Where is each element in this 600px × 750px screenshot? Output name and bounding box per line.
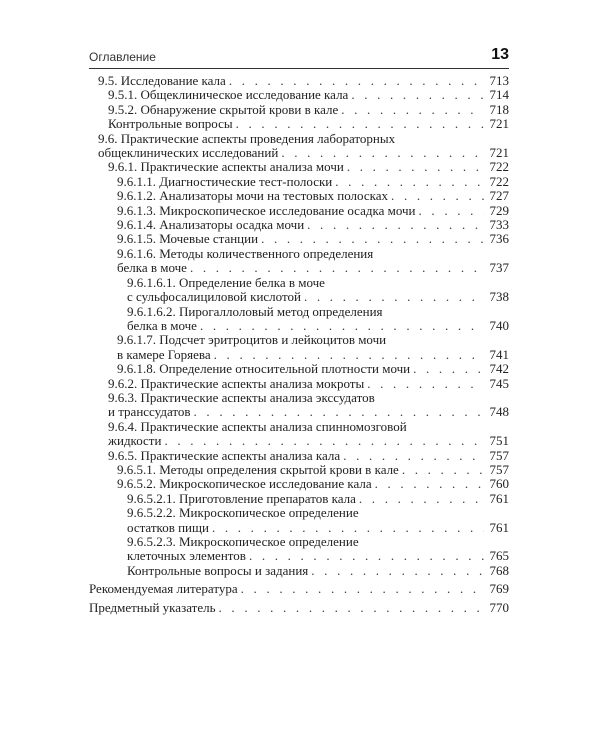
toc-page-number: 769: [489, 581, 509, 597]
toc-entry-text: 9.6.5.2.1. Приготовление препаратов кала: [127, 490, 356, 506]
dot-leader: [164, 434, 484, 448]
dot-leader: [367, 377, 484, 391]
toc-entry[interactable]: [89, 117, 509, 131]
toc-page-number: 736: [489, 231, 509, 247]
toc-entry[interactable]: [89, 247, 509, 276]
toc-page-number: 718: [489, 101, 509, 117]
dot-leader: [402, 463, 484, 477]
toc-entry[interactable]: [89, 582, 509, 596]
toc-entry-text: Рекомендуемая литература: [89, 581, 238, 597]
toc-page-number: 738: [489, 289, 509, 305]
toc-entry[interactable]: [89, 564, 509, 578]
toc-entry-text: жидкости: [108, 433, 162, 449]
toc-entry-text: Контрольные вопросы и задания: [127, 562, 309, 578]
toc-page-number: 722: [489, 173, 509, 189]
toc-entry-text: 9.6.1.4. Анализаторы осадка мочи: [117, 217, 305, 233]
toc-entry-text: белка в моче: [117, 260, 187, 276]
toc-entry-text: 9.6.5.2.2. Микроскопическое определение: [127, 505, 359, 521]
toc-entry-text: остатков пищи: [127, 519, 209, 535]
toc-entry[interactable]: [89, 204, 509, 218]
toc-entry[interactable]: [89, 333, 509, 362]
running-header: [89, 46, 509, 69]
toc-page-number: 740: [489, 317, 509, 333]
toc-entry-text: Контрольные вопросы: [108, 116, 233, 132]
toc-page-number: 770: [489, 599, 509, 615]
dot-leader: [241, 582, 484, 596]
toc-entry-text: 9.6. Практические аспекты проведения лабораторных: [98, 130, 396, 146]
toc-entry[interactable]: [89, 362, 509, 376]
toc-page-number: 741: [489, 346, 509, 362]
dot-leader: [351, 88, 484, 102]
toc-page-number: 713: [489, 73, 509, 88]
dot-leader: [304, 290, 484, 304]
dot-leader: [219, 601, 484, 615]
dot-leader: [229, 74, 484, 88]
toc-entry-text: 9.6.5.1. Методы определения скрытой крови в кале: [117, 461, 399, 477]
toc-page-number: 761: [489, 490, 509, 506]
toc-entry[interactable]: [89, 160, 509, 174]
toc-entry[interactable]: [89, 218, 509, 232]
toc-entry[interactable]: [89, 232, 509, 246]
toc-page-number: 721: [489, 116, 509, 132]
toc-entry[interactable]: [89, 492, 509, 506]
toc-entry-text: 9.6.1.6. Методы количественного определения: [117, 245, 374, 261]
dot-leader: [307, 218, 484, 232]
dot-leader: [341, 103, 484, 117]
toc-entry-text: 9.6.5.2. Микроскопическое исследование кала: [117, 476, 372, 492]
toc-entry[interactable]: [89, 305, 509, 334]
dot-leader: [335, 175, 484, 189]
toc-entry[interactable]: [89, 132, 509, 161]
toc-entry-text: 9.6.1.3. Микроскопическое исследование осадка мочи: [117, 202, 416, 218]
toc-entry-text: белка в моче: [127, 317, 197, 333]
dot-leader: [249, 549, 484, 563]
dot-leader: [347, 160, 484, 174]
toc-entry-text: клеточных элементов: [127, 548, 246, 564]
toc-entry-text: 9.6.1.7. Подсчет эритроцитов и лейкоцитов мочи: [117, 332, 387, 348]
toc-entry[interactable]: [89, 74, 509, 88]
toc-page-number: 768: [489, 562, 509, 578]
toc-entry[interactable]: [89, 449, 509, 463]
toc-entry-text: в камере Горяева: [117, 346, 211, 362]
toc-page-number: 737: [489, 260, 509, 276]
dot-leader: [419, 204, 484, 218]
toc-entry-text: 9.6.1. Практические аспекты анализа мочи: [108, 159, 344, 175]
toc-entry-text: 9.6.1.2. Анализаторы мочи на тестовых полосках: [117, 188, 389, 204]
toc-entry-text: 9.6.5.2.3. Микроскопическое определение: [127, 534, 359, 549]
toc-entry[interactable]: [89, 420, 509, 449]
toc-page-number: 748: [489, 404, 509, 420]
toc-page-number: 733: [489, 217, 509, 233]
table-of-contents: [89, 74, 509, 615]
toc-page-number: 721: [489, 145, 509, 161]
toc-entry[interactable]: [89, 88, 509, 102]
toc-entry-text: 9.5.1. Общеклиническое исследование кала: [108, 87, 349, 103]
toc-entry-text: 9.6.1.1. Диагностические тест-полоски: [117, 173, 333, 189]
toc-entry[interactable]: [89, 189, 509, 203]
dot-leader: [214, 348, 484, 362]
toc-page-number: 722: [489, 159, 509, 175]
dot-leader: [281, 146, 484, 160]
dot-leader: [391, 189, 484, 203]
toc-page-number: 729: [489, 202, 509, 218]
toc-entry-text: 9.6.1.6.1. Определение белка в моче: [127, 274, 325, 290]
dot-leader: [261, 232, 484, 246]
toc-entry[interactable]: [89, 391, 509, 420]
toc-entry[interactable]: [89, 463, 509, 477]
toc-entry[interactable]: [89, 535, 509, 564]
toc-page-number: 760: [489, 476, 509, 492]
toc-page-number: 757: [489, 461, 509, 477]
toc-entry-text: Предметный указатель: [89, 599, 216, 615]
dot-leader: [375, 477, 484, 491]
toc-entry-text: 9.6.5. Практические аспекты анализа кала: [108, 447, 341, 463]
toc-page-number: 727: [489, 188, 509, 204]
dot-leader: [212, 521, 484, 535]
toc-entry[interactable]: [89, 601, 509, 615]
toc-page-number: 761: [489, 519, 509, 535]
toc-entry-text: с сульфосалициловой кислотой: [127, 289, 301, 305]
dot-leader: [413, 362, 484, 376]
dot-leader: [194, 405, 484, 419]
toc-entry[interactable]: [89, 103, 509, 117]
toc-page-number: 742: [489, 361, 509, 377]
toc-entry[interactable]: [89, 377, 509, 391]
dot-leader: [359, 492, 484, 506]
dot-leader: [311, 564, 484, 578]
toc-page-number: 751: [489, 433, 509, 449]
toc-entry-text: 9.6.1.8. Определение относительной плотности мочи: [117, 361, 411, 377]
toc-entry-text: 9.6.1.6.2. Пирогаллоловый метод определения: [127, 303, 383, 319]
dot-leader: [200, 319, 484, 333]
header-title: Оглавление: [89, 50, 156, 64]
toc-entry-text: 9.6.4. Практические аспекты анализа спинномозговой: [108, 418, 407, 434]
toc-entry-text: общеклинических исследований: [98, 145, 279, 161]
dot-leader: [236, 117, 484, 131]
toc-entry-text: 9.5.2. Обнаружение скрытой крови в кале: [108, 101, 339, 117]
toc-entry[interactable]: [89, 276, 509, 305]
toc-page-number: 757: [489, 447, 509, 463]
toc-page-number: 745: [489, 375, 509, 391]
toc-entry[interactable]: [89, 175, 509, 189]
toc-entry-text: 9.6.1.5. Мочевые станции: [117, 231, 259, 247]
toc-entry[interactable]: [89, 477, 509, 491]
toc-entry-text: 9.5. Исследование кала: [98, 73, 226, 88]
toc-entry-text: 9.6.3. Практические аспекты анализа экссудатов: [108, 389, 375, 405]
toc-page-number: 765: [489, 548, 509, 564]
dot-leader: [190, 261, 484, 275]
toc-entry-text: и транссудатов: [108, 404, 191, 420]
dot-leader: [343, 449, 484, 463]
toc-entry[interactable]: [89, 506, 509, 535]
toc-page-number: 714: [489, 87, 509, 103]
toc-entry-text: 9.6.2. Практические аспекты анализа мокроты: [108, 375, 365, 391]
page-number: 13: [491, 46, 509, 63]
